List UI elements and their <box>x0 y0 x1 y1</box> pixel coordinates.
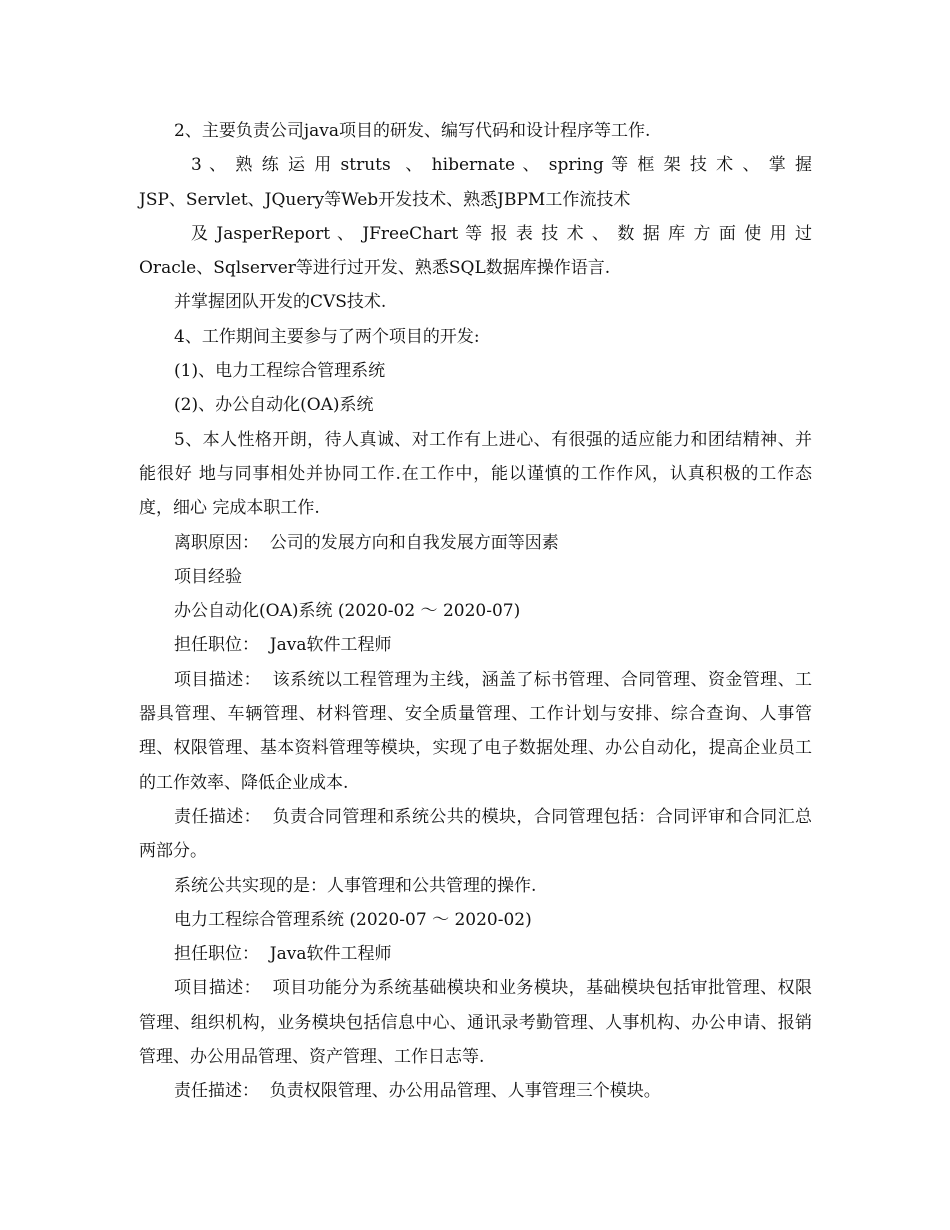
list-item-project-1: (1)、电力工程综合管理系统 <box>174 361 386 382</box>
paragraph-skills-3-line1: 3 、 熟 练 运 用 struts 、 hibernate 、 spring 等 框 架 技 术 、 掌 握 <box>191 155 812 176</box>
list-item-project-2: (2)、办公自动化(OA)系统 <box>174 395 374 416</box>
section-heading-project-experience: 项目经验 <box>174 566 242 587</box>
paragraph-duty-2: 2、主要负责公司java项目的研发、编写代码和设计程序等工作. <box>174 121 651 141</box>
project-power-position: 担任职位： Java软件工程师 <box>174 944 392 965</box>
paragraph-cvs: 并掌握团队开发的CVS技术. <box>174 292 387 313</box>
project-power-responsibility: 责任描述： 负责权限管理、办公用品管理、人事管理三个模块。 <box>174 1081 661 1102</box>
paragraph-projects-4: 4、工作期间主要参与了两个项目的开发: <box>174 326 480 347</box>
project-title-power: 电力工程综合管理系统 (2020-07 ～ 2020-02) <box>174 909 532 930</box>
paragraph-report-line1: 及 JasperReport 、 JFreeChart 等 报 表 技 术 、 数 据 库 方 面 使 用 过 <box>191 223 812 244</box>
paragraph-leave-reason: 离职原因： 公司的发展方向和自我发展方面等因素 <box>174 532 559 553</box>
paragraph-personality-5: 5、本人性格开朗，待人真诚、对工作有上进心、有很强的适应能力和团结精神、并能很好 地与同事相处并协同工作.在工作中，能以谨慎的工作作风，认真积极的工作态度，细心 完成本职工作. <box>139 429 812 519</box>
project-title-oa: 办公自动化(OA)系统 (2020-02 ～ 2020-07) <box>174 601 521 622</box>
project-oa-description: 项目描述： 该系统以工程管理为主线，涵盖了标书管理、合同管理、资金管理、工器具管理、车辆管理、材料管理、安全质量管理、工作计划与安排、综合查询、人事管理、权限管理、基本资料管理等模块，实现了电子数据处理、办公自动化，提高企业员工的工作效率、降低企业成本. <box>139 669 812 793</box>
project-oa-position: 担任职位： Java软件工程师 <box>174 635 392 656</box>
document-body <box>139 114 812 1109</box>
project-oa-responsibility: 责任描述： 负责合同管理和系统公共的模块，合同管理包括：合同评审和合同汇总两部分。 <box>139 806 812 862</box>
paragraph-report-line2: Oracle、Sqlserver等进行过开发、熟悉SQL数据库操作语言. <box>139 258 611 279</box>
project-oa-common: 系统公共实现的是：人事管理和公共管理的操作. <box>174 875 537 896</box>
paragraph-skills-3-line2: JSP、Servlet、JQuery等Web开发技术、熟悉JBPM工作流技术 <box>139 189 631 210</box>
project-power-description: 项目描述： 项目功能分为系统基础模块和业务模块，基础模块包括审批管理、权限管理、组织机构，业务模块包括信息中心、通讯录考勤管理、人事机构、办公申请、报销管理、办公用品管理、资产管理、工作日志等. <box>139 978 812 1068</box>
